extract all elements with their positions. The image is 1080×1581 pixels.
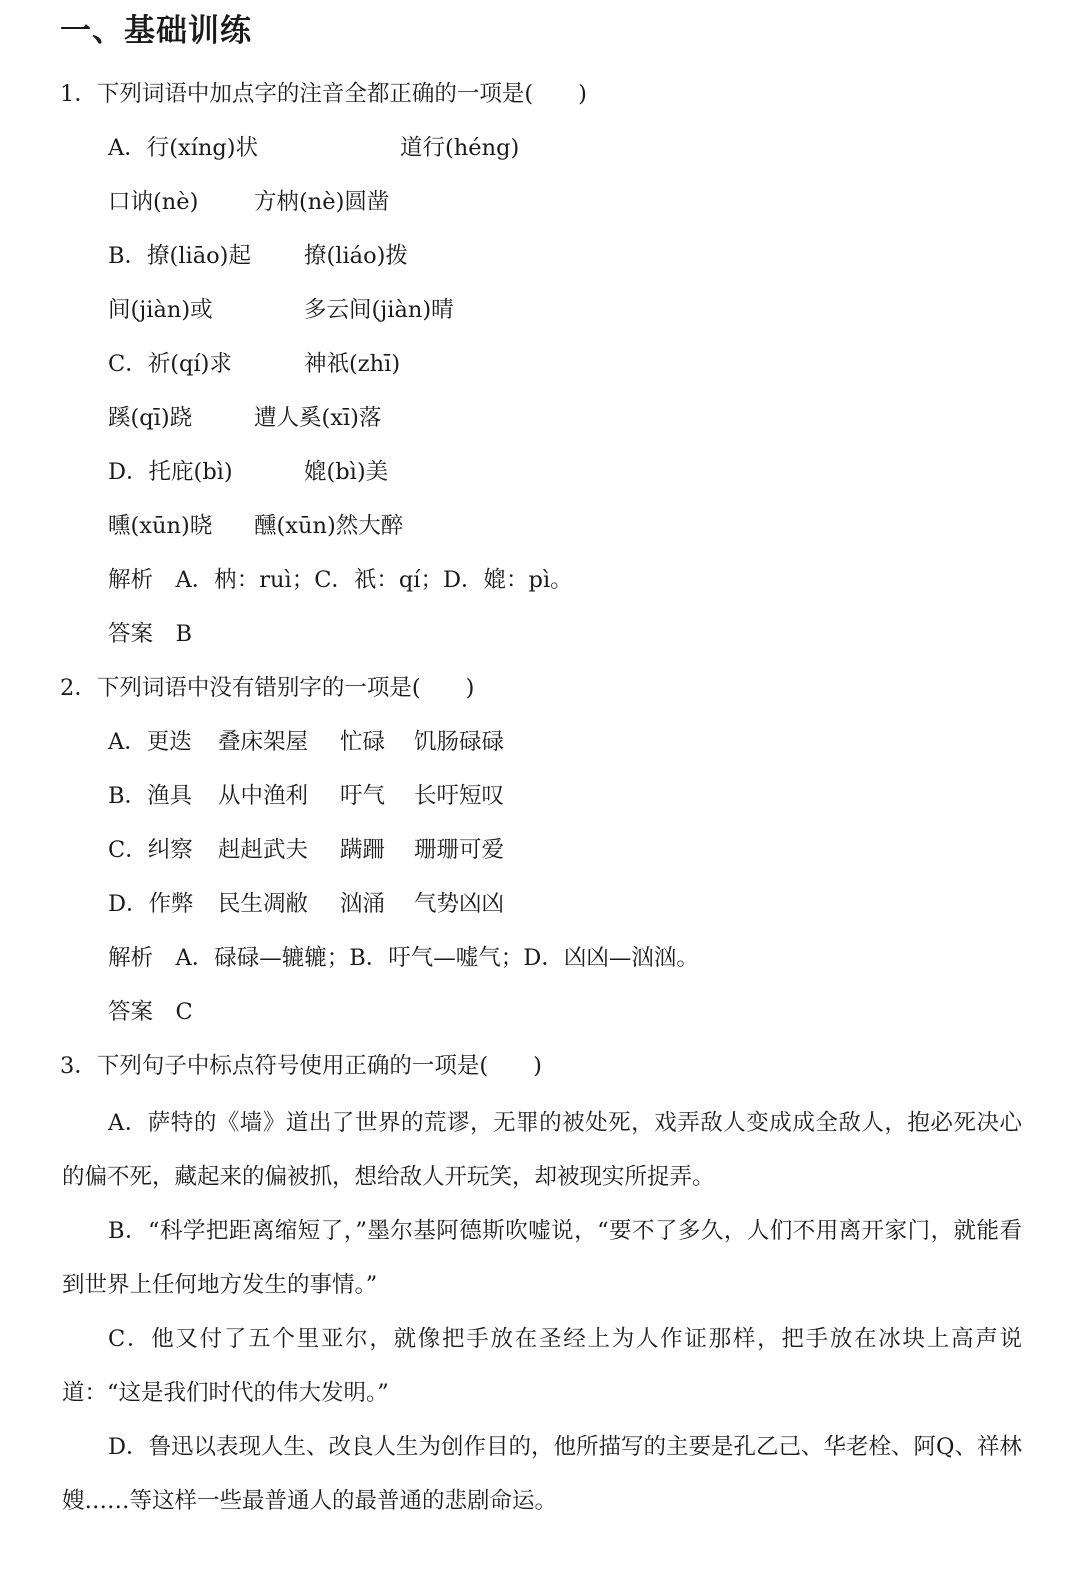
q3-option-c: C．他又付了五个里亚尔，就像把手放在圣经上为人作证那样，把手放在冰块上高声说道：“这是我们时代的伟大发明。” — [62, 1326, 1022, 1406]
q1-b-word4: 多云间(jiàn)晴 — [304, 297, 454, 323]
q1-option-a-line2 — [108, 184, 389, 220]
q2-c-word1: C．纠察 — [108, 837, 193, 863]
q1-a-word1: A．行(xíng)状 — [108, 135, 259, 161]
q1-b-word2: 撩(liáo)拨 — [304, 243, 408, 269]
q1-option-d-line1 — [108, 454, 388, 490]
q1-a-word4: 方枘(nè)圆凿 — [254, 189, 390, 215]
q1-stem: 1．下列词语中加点字的注音全都正确的一项是( ) — [60, 81, 587, 107]
q1-c-word2: 神祇(zhī) — [304, 351, 401, 377]
q1-option-c-line1 — [108, 346, 400, 382]
q1-c-word1: C．祈(qí)求 — [108, 351, 232, 377]
q1-d-word1: D．托庇(bì) — [108, 459, 233, 485]
q1-option-c-line2 — [108, 400, 381, 436]
q1-option-a-line1 — [108, 130, 519, 166]
q3-option-d: D．鲁迅以表现人生、改良人生为创作目的，他所描写的主要是孔乙己、华老栓、阿Q、祥林嫂……等这样一些最普通人的最普通的悲剧命运。 — [62, 1434, 1022, 1514]
q2-b-word3: 吁气 — [340, 783, 386, 809]
q1-option-b-line2 — [108, 292, 454, 328]
q2-a-word2: 叠床架屋 — [218, 729, 309, 755]
q2-c-word2: 赳赳武夫 — [218, 837, 309, 863]
q1-a-word2: 道行(héng) — [400, 135, 520, 161]
q3-option-a: A．萨特的《墙》道出了世界的荒谬，无罪的被处死，戏弄敌人变成成全敌人，抱必死决心的偏不死，藏起来的偏被抓，想给敌人开玩笑，却被现实所捉弄。 — [62, 1110, 1022, 1190]
q3-option-b: B．“科学把距离缩短了，”墨尔基阿德斯吹嘘说，“要不了多久，人们不用离开家门，就能看到世界上任何地方发生的事情。” — [62, 1218, 1022, 1298]
q2-option-a — [108, 724, 504, 760]
q2-c-word4: 珊珊可爱 — [414, 837, 505, 863]
q1-option-b-line1 — [108, 238, 408, 274]
q2-c-word3: 蹒跚 — [340, 837, 386, 863]
q1-d-word3: 曛(xūn)晓 — [108, 513, 213, 539]
q2-stem: 2．下列词语中没有错别字的一项是( ) — [60, 675, 475, 701]
q2-d-word2: 民生凋敝 — [218, 891, 309, 917]
q1-a-word3: 口讷(nè) — [108, 189, 199, 215]
q1-b-word3: 间(jiàn)或 — [108, 297, 213, 323]
q1-c-word3: 蹊(qī)跷 — [108, 405, 193, 431]
q2-option-d — [108, 886, 504, 922]
q2-option-b — [108, 778, 504, 814]
q3-stem: 3．下列句子中标点符号使用正确的一项是( ) — [60, 1053, 542, 1079]
q1-answer: 答案 B — [108, 621, 193, 647]
q2-d-word4: 气势凶凶 — [414, 891, 505, 917]
q2-b-word4: 长吁短叹 — [414, 783, 505, 809]
q2-b-word2: 从中渔利 — [218, 783, 309, 809]
q2-a-word1: A．更迭 — [108, 729, 192, 755]
q1-d-word4: 醺(xūn)然大醉 — [254, 513, 404, 539]
q2-analysis: 解析 A．碌碌—辘辘；B．吁气—嘘气；D．凶凶—汹汹。 — [108, 945, 699, 971]
q1-c-word4: 遭人奚(xī)落 — [254, 405, 382, 431]
q1-d-word2: 媲(bì)美 — [304, 459, 389, 485]
q1-b-word1: B．撩(liāo)起 — [108, 243, 251, 269]
q2-d-word1: D．作弊 — [108, 891, 194, 917]
q1-option-d-line2 — [108, 508, 403, 544]
section-heading: 一、基础训练 — [60, 13, 252, 49]
q2-option-c — [108, 832, 504, 868]
q2-a-word4: 饥肠碌碌 — [414, 729, 505, 755]
q2-a-word3: 忙碌 — [340, 729, 386, 755]
q2-b-word1: B．渔具 — [108, 783, 193, 809]
q2-answer: 答案 C — [108, 999, 193, 1025]
q2-d-word3: 汹涌 — [340, 891, 386, 917]
q1-analysis: 解析 A．枘：ruì；C．祇：qí；D．媲：pì。 — [108, 567, 573, 593]
